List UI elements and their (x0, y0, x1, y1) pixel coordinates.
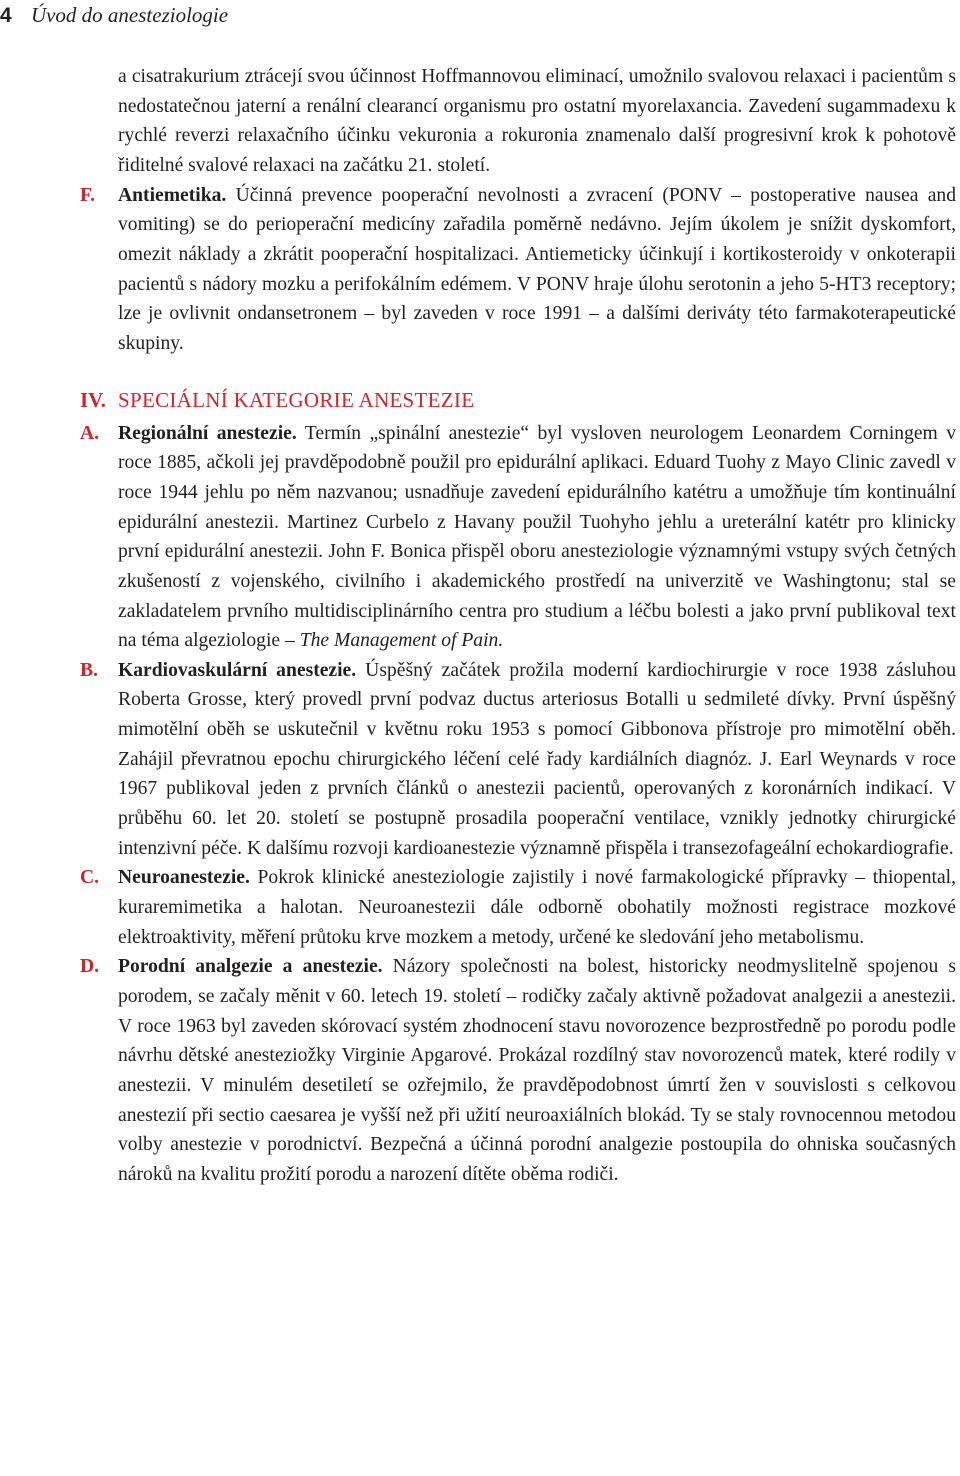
item-b-kardiovaskularni-anestezie (80, 656, 956, 864)
intro-text: a cisatrakurium ztrácejí svou účinnost Hoffmannovou eliminací, umožnilo svalovou relaxaci i pacientům s nedostatečnou jaterní a renální clearancí organismu pro ostatní myorelaxancia. Zavedení sugammadexu k rychlé reverzi relaxačního účinku vekuronia a rokuronia znamenalo další progresivní krok k pohotově řiditelné svalové relaxaci na začátku 21. století. (118, 66, 956, 176)
item-marker: B. (80, 659, 98, 681)
item-text: Názory společnosti na bolest, historicky neodmyslitelně spojenou s porodem, se začaly měnit v 60. letech 19. století – rodičky začaly aktivně požadovat analgezii a anestezii. V roce 1963 byl zaveden skórovací systém zhodnocení stavu novorozence bezprostředně po porodu podle návrhu dětské anesteziožky Virginie Apgarové. Prokázal rozdílný stav novorozenců matek, které rodily v anestezii. V minulém desetiletí se ozřejmilo, že pravděpodobnost úmrtí žen v souvislosti s celkovou anestezií při sectio caesarea je vyšší než při užití neuroaxiálních blokád. Ty se staly rovnocennou metodou volby anestezie v porodnictví. Bezpečná a účinná porodní analgezie postoupila do ohniska současných nároků na kvalitu prožití porodu a narození dítěte oběma rodiči. (118, 956, 956, 1185)
item-d-porodni-analgezie (80, 952, 956, 1189)
section-number: IV. (80, 387, 106, 412)
item-text: Pokrok klinické anesteziologie zajistily i nové farmakologické přípravky – thiopental, kuraremimetika a halotan. Neuroanestezii dále odborně obohatily možnosti registrace mozkové elektroaktivity, měření průtoku krve mozkem a metody, určené ke sledování jeho metabolismu. (118, 867, 956, 948)
page-content (80, 62, 956, 1190)
item-marker: F. (80, 184, 96, 206)
section-heading (80, 385, 956, 415)
item-title: Kardiovaskulární anestezie. (118, 659, 357, 681)
item-text: Úspěšný začátek prožila moderní kardiochirurgie v roce 1938 zásluhou Roberta Grosse, který provedl první podvaz ductus arteriosus Botalli u sedmileté dívky. První úspěšný mimotělní oběh se uskutečnil v květnu roku 1953 s pomocí Gibbonova přístroje pro mimotělní oběh. Zahájil převratnou epochu chirurgického léčení celé řady kardiálních diagnóz. J. Earl Weynards v roce 1967 publikoval jeden z prvních článků o anestezii pacientů, operovaných z koronárních indikací. V průběhu 60. let 20. století se postupně prosadila pooperační ventilace, vznikly jednotky chirurgické intenzivní péče. K dalšímu rozvoji kardioanestezie významně přispěla i transezofageální echokardiografie. (118, 659, 956, 859)
item-title: Antiemetika. (118, 184, 227, 206)
item-title: Porodní analgezie a anestezie. (118, 956, 383, 978)
item-title: Regionální anestezie. (118, 422, 297, 444)
section-title: SPECIÁLNÍ KATEGORIE ANESTEZIE (118, 387, 475, 412)
book-title: The Management of Pain. (299, 630, 504, 652)
item-marker: D. (80, 956, 100, 978)
item-a-regionalni-anestezie (80, 419, 956, 656)
item-f-antiemetika (80, 181, 956, 359)
page-header (0, 2, 228, 29)
item-marker: C. (80, 867, 100, 889)
page-number: 4 (0, 4, 12, 27)
item-c-neuroanestezie (80, 863, 956, 952)
item-title: Neuroanestezie. (118, 867, 250, 889)
item-text: Účinná prevence pooperační nevolnosti a zvracení (PONV – postoperative nausea and vomiting) se do perioperační medicíny zařadila poměrně nedávno. Jejím úkolem je snížit dyskomfort, omezit náklady a zkrátit pooperační hospitalizaci. Antiemeticky účinkují i kortikosteroidy v onkoterapii pacientů s nádory mozku a perifokálním edémem. V PONV hraje úlohu serotonin a jeho 5-HT3 receptory; lze je ovlivnit ondansetronem – byl zaveden v roce 1991 – a dalšími deriváty této farmakoterapeutické skupiny. (118, 184, 956, 354)
intro-paragraph (80, 62, 956, 181)
item-marker: A. (80, 422, 100, 444)
running-title: Úvod do anesteziologie (30, 3, 229, 27)
item-text: Termín „spinální anestezie“ byl vysloven neurologem Leonardem Corningem v roce 1885, ačkoli jej pravděpodobně použil pro epidurální aplikaci. Eduard Tuohy z Mayo Clinic zavedl v roce 1944 jehlu po něm nazvanou; usnadňuje zavedení epidurálního katétru a umožňuje tím kontinuální epidurální anestezii. Martinez Curbelo z Havany použil Tuohyho jehlu a ureterální katétr pro klinicky první epidurální anestezii. John F. Bonica přispěl oboru anesteziologie významnými vstupy svých četných zkušeností z vojenského, civilního i akademického prostředí na univerzitě ve Washingtonu; stal se zakladatelem prvního multidisciplinárního centra pro studium a léčbu bolesti a jako první publikoval text na téma algeziologie – (118, 422, 956, 652)
